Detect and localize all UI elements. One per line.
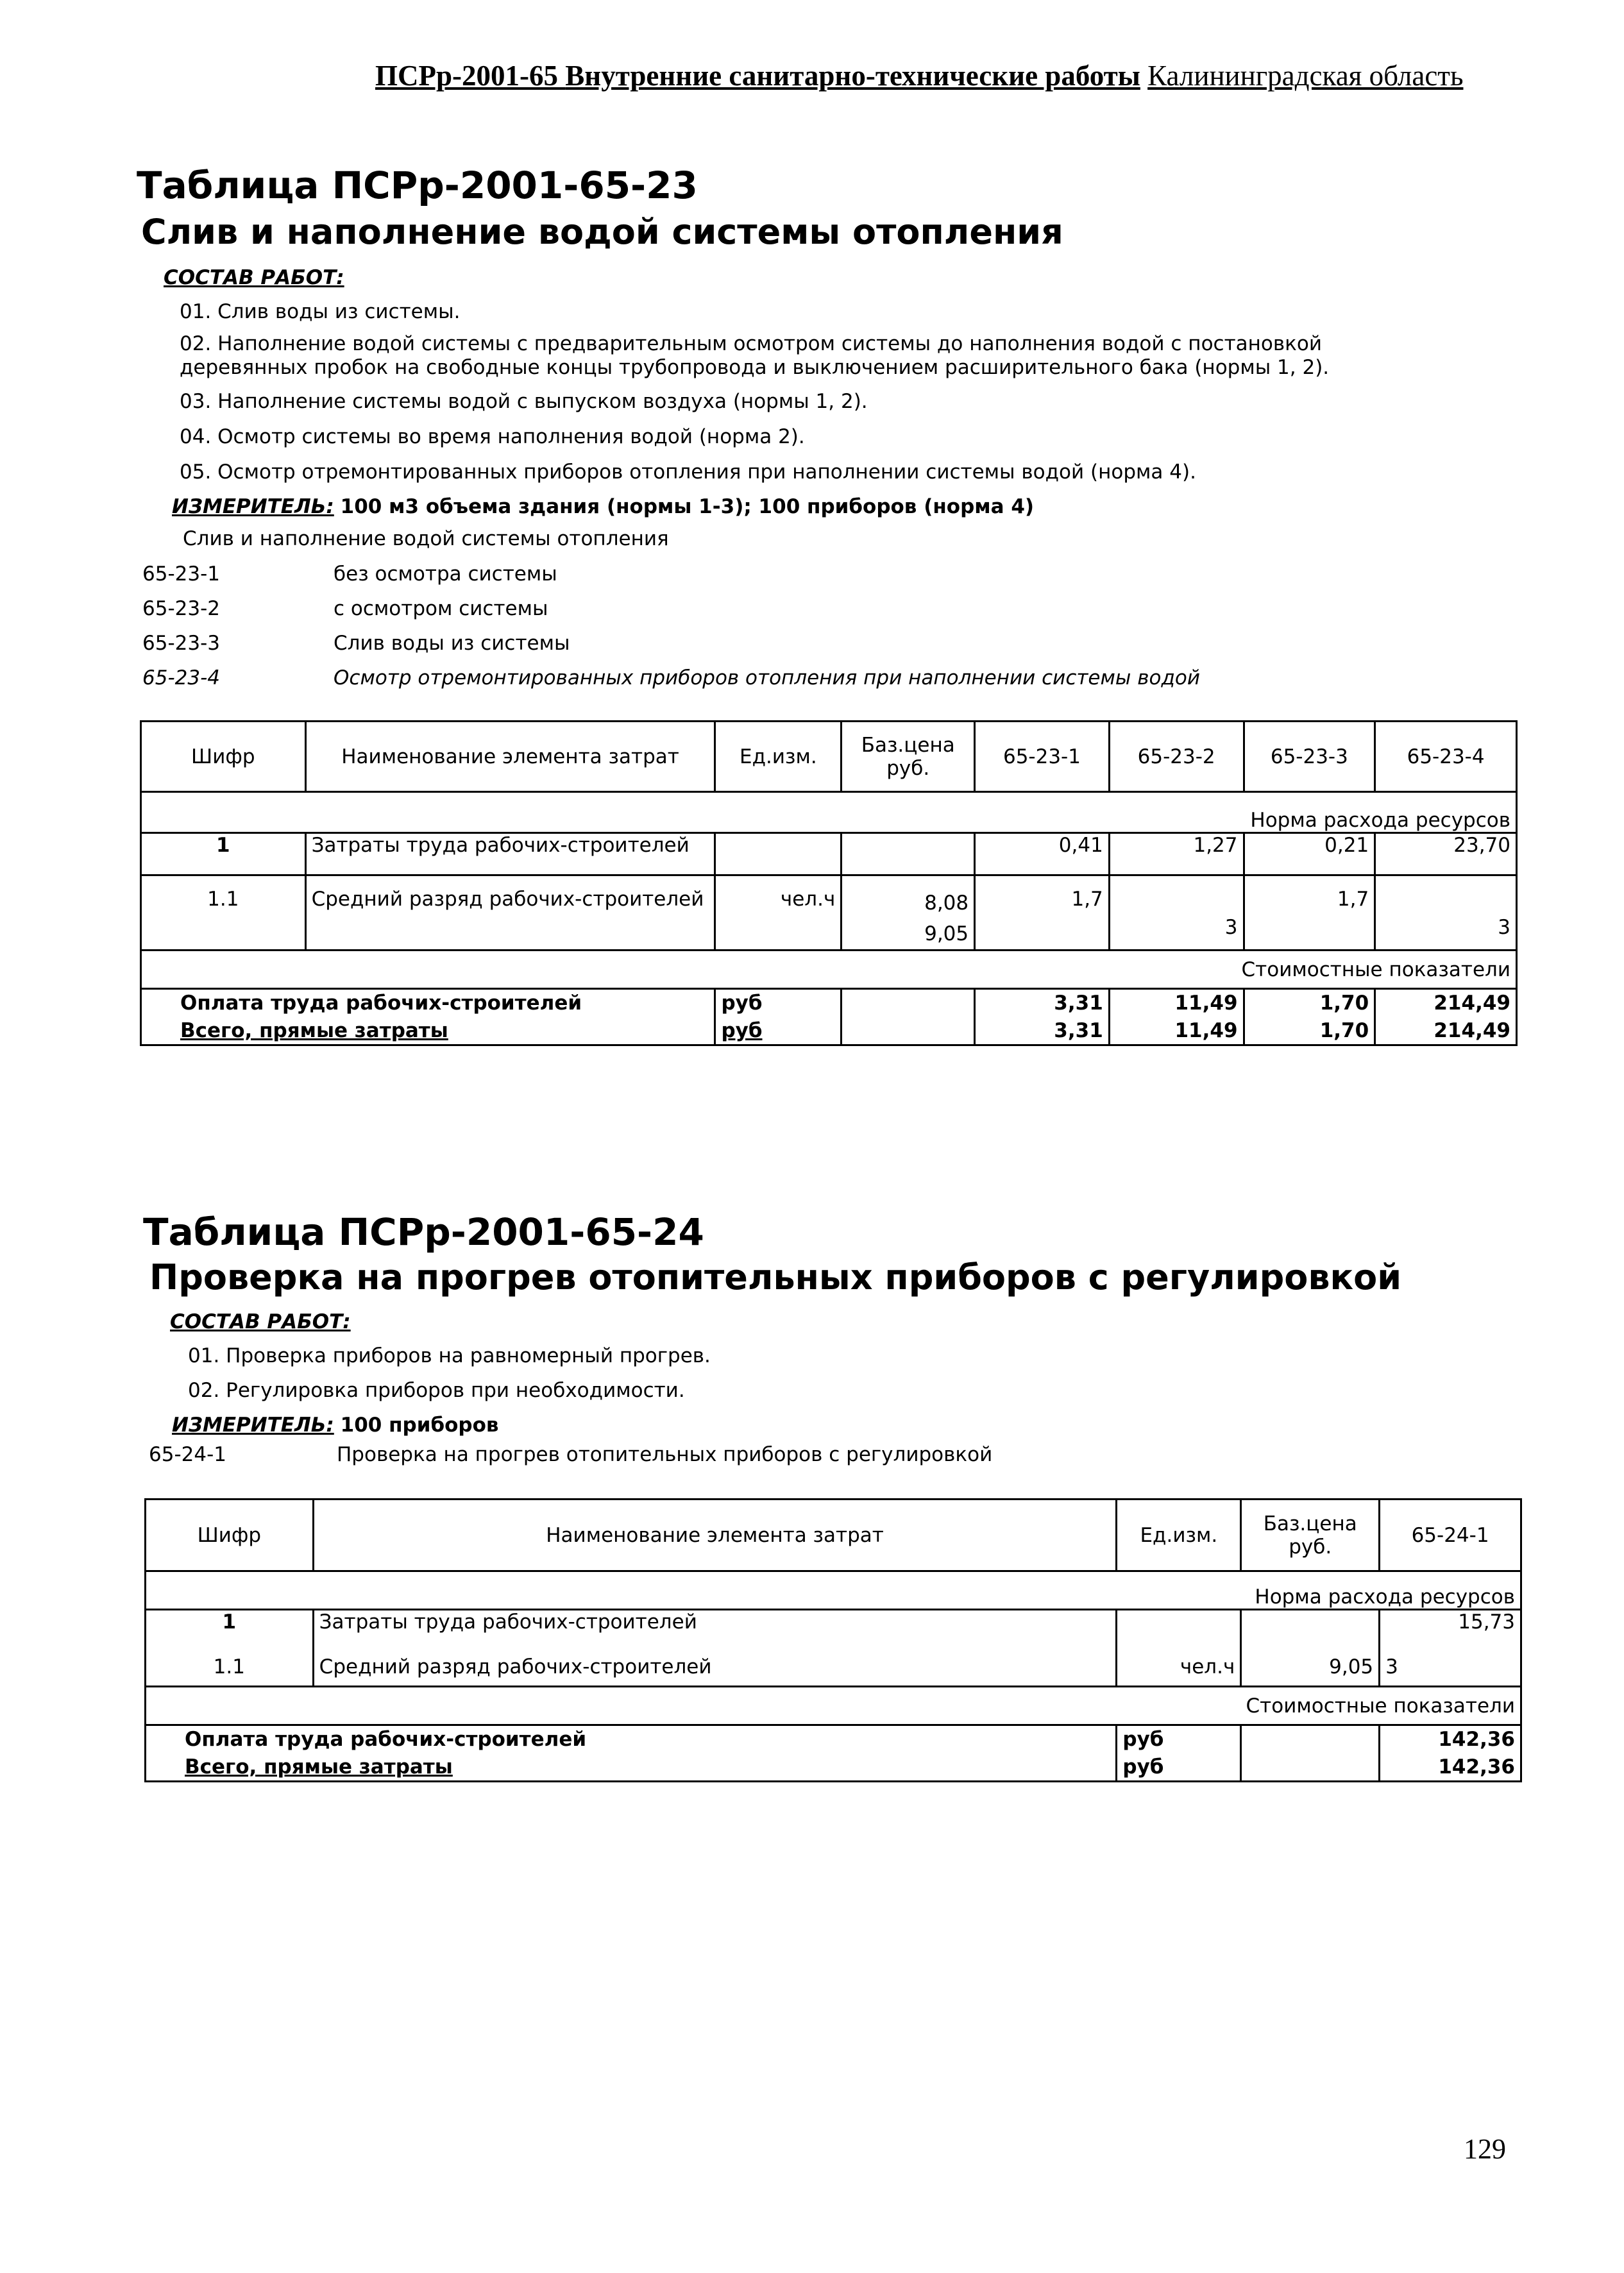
row-price xyxy=(842,833,975,875)
total-value: 142,36 xyxy=(1380,1725,1521,1753)
total-value: 1,70 xyxy=(1244,1017,1375,1045)
price-value: 8,08 xyxy=(924,891,969,915)
total-unit: руб xyxy=(1117,1725,1241,1753)
row-value: 3 xyxy=(1375,875,1517,951)
total-unit: руб xyxy=(715,1017,842,1045)
norm-code: 65-23-2 xyxy=(142,597,220,620)
row-code: 1 xyxy=(141,833,306,875)
table-row xyxy=(141,1017,1517,1045)
table23-measure xyxy=(172,495,1034,518)
table-header-row xyxy=(146,1500,1521,1571)
row-value: 0,41 xyxy=(975,833,1110,875)
table-row xyxy=(146,1610,1521,1648)
row-code: 1.1 xyxy=(141,875,306,951)
table23-work-2: 02. Наполнение водой системы с предварительным осмотром системы до наполнения водой с постановкой xyxy=(180,332,1322,355)
norm-code: 65-24-1 xyxy=(149,1443,226,1466)
table23-work-4: 04. Осмотр системы во время наполнения водой (норма 2). xyxy=(180,425,805,448)
price-value: 9,05 xyxy=(924,922,969,945)
table24-subtitle: Проверка на прогрев отопительных приборов с регулировкой xyxy=(149,1257,1402,1297)
table24-measure-value: 100 приборов xyxy=(340,1414,499,1437)
total-value: 11,49 xyxy=(1109,989,1244,1017)
col-header-code: Шифр xyxy=(146,1500,314,1571)
row-value: 1,7 xyxy=(975,875,1110,951)
row-unit: чел.ч xyxy=(1117,1648,1241,1687)
row-unit: чел.ч xyxy=(715,875,842,951)
header-region: Калининградская область xyxy=(1147,60,1464,92)
section-row xyxy=(141,792,1517,833)
total-unit: руб xyxy=(715,989,842,1017)
norm-name: с осмотром системы xyxy=(334,597,548,620)
col-header-code: Шифр xyxy=(141,722,306,792)
col-header-price: Баз.цена руб. xyxy=(842,722,975,792)
table23-work-5: 05. Осмотр отремонтированных приборов отопления при наполнении системы водой (норма 4). xyxy=(180,461,1196,484)
running-header xyxy=(375,59,1463,92)
row-value: 1,27 xyxy=(1109,833,1244,875)
table23-composition-label: СОСТАВ РАБОТ: xyxy=(164,266,344,289)
total-price xyxy=(842,989,975,1017)
norm-code: 65-23-3 xyxy=(142,632,220,655)
norm-header: Норма расхода ресурсов xyxy=(146,1571,1521,1610)
col-header-norm: 65-23-4 xyxy=(1375,722,1517,792)
norm-header: Норма расхода ресурсов xyxy=(141,792,1517,833)
table-row xyxy=(146,1753,1521,1782)
col-header-norm: 65-23-1 xyxy=(975,722,1110,792)
table-row xyxy=(146,1648,1521,1687)
table-row xyxy=(141,989,1517,1017)
col-header-name: Наименование элемента затрат xyxy=(305,722,715,792)
table-row xyxy=(141,875,1517,951)
total-unit: руб xyxy=(1117,1753,1241,1782)
norm-name: Осмотр отремонтированных приборов отопления при наполнении системы водой xyxy=(334,666,1200,689)
total-value: 11,49 xyxy=(1109,1017,1244,1045)
row-value: 15,73 xyxy=(1380,1610,1521,1648)
table-row xyxy=(146,1725,1521,1753)
total-value: 214,49 xyxy=(1375,1017,1517,1045)
table23-work-1: 01. Слив воды из системы. xyxy=(180,300,461,323)
table24-grid xyxy=(144,1498,1522,1782)
row-price xyxy=(1241,1610,1380,1648)
total-name: Оплата труда рабочих-строителей xyxy=(146,1725,1117,1753)
row-name: Средний разряд рабочих-строителей xyxy=(305,875,715,951)
col-header-norm: 65-24-1 xyxy=(1380,1500,1521,1571)
table23-title: Таблица ПСРр-2001-65-23 xyxy=(137,164,698,207)
table23-group-name: Слив и наполнение водой системы отопления xyxy=(183,527,669,550)
total-value: 3,31 xyxy=(975,1017,1110,1045)
total-name: Всего, прямые затраты xyxy=(146,1753,1117,1782)
row-unit xyxy=(715,833,842,875)
section-row xyxy=(141,951,1517,989)
table24-work-2: 02. Регулировка приборов при необходимости. xyxy=(188,1379,685,1402)
col-header-norm: 65-23-2 xyxy=(1109,722,1244,792)
norm-code: 65-23-1 xyxy=(142,562,220,586)
row-name: Затраты труда рабочих-строителей xyxy=(305,833,715,875)
norm-name: без осмотра системы xyxy=(334,562,557,586)
row-code: 1 xyxy=(146,1610,314,1648)
table23-subtitle: Слив и наполнение водой системы отопления xyxy=(141,212,1063,252)
row-code: 1.1 xyxy=(146,1648,314,1687)
row-value: 3 xyxy=(1109,875,1244,951)
table24-work-1: 01. Проверка приборов на равномерный прогрев. xyxy=(188,1344,711,1367)
norm-name: Слив воды из системы xyxy=(334,632,570,655)
row-name: Затраты труда рабочих-строителей xyxy=(313,1610,1117,1648)
header-section: Внутренние санитарно-технические работы xyxy=(565,60,1140,92)
header-code: ПСРр-2001-65 xyxy=(375,60,558,92)
section-row xyxy=(146,1687,1521,1725)
cost-header: Стоимостные показатели xyxy=(141,951,1517,989)
total-value: 1,70 xyxy=(1244,989,1375,1017)
table23-measure-value: 100 м3 объема здания (нормы 1-3); 100 приборов (норма 4) xyxy=(340,495,1035,518)
total-name: Оплата труда рабочих-строителей xyxy=(141,989,715,1017)
norm-name: Проверка на прогрев отопительных приборов с регулировкой xyxy=(337,1443,993,1466)
table23-work-2-cont: деревянных пробок на свободные концы трубопровода и выключением расширительного бака (нормы 1, 2). xyxy=(180,356,1330,379)
table-header-row xyxy=(141,722,1517,792)
row-unit xyxy=(1117,1610,1241,1648)
total-name: Всего, прямые затраты xyxy=(141,1017,715,1045)
table24-composition-label: СОСТАВ РАБОТ: xyxy=(170,1310,351,1333)
col-header-price: Баз.цена руб. xyxy=(1241,1500,1380,1571)
row-price xyxy=(842,875,975,951)
row-value: 23,70 xyxy=(1375,833,1517,875)
total-price xyxy=(1241,1725,1380,1753)
col-header-unit: Ед.изм. xyxy=(715,722,842,792)
table23-grid xyxy=(140,720,1518,1046)
total-value: 214,49 xyxy=(1375,989,1517,1017)
total-price xyxy=(1241,1753,1380,1782)
row-value: 1,7 xyxy=(1244,875,1375,951)
table24-measure-label: ИЗМЕРИТЕЛЬ: xyxy=(172,1414,334,1437)
row-value: 0,21 xyxy=(1244,833,1375,875)
row-name: Средний разряд рабочих-строителей xyxy=(313,1648,1117,1687)
page-number: 129 xyxy=(1464,2133,1506,2165)
total-price xyxy=(842,1017,975,1045)
norm-code: 65-23-4 xyxy=(142,666,220,689)
total-value: 142,36 xyxy=(1380,1753,1521,1782)
table24-measure xyxy=(172,1414,499,1437)
table23-measure-label: ИЗМЕРИТЕЛЬ: xyxy=(172,495,334,518)
total-value: 3,31 xyxy=(975,989,1110,1017)
section-row xyxy=(146,1571,1521,1610)
col-header-unit: Ед.изм. xyxy=(1117,1500,1241,1571)
table23-work-3: 03. Наполнение системы водой с выпуском воздуха (нормы 1, 2). xyxy=(180,390,868,413)
cost-header: Стоимостные показатели xyxy=(146,1687,1521,1725)
col-header-norm: 65-23-3 xyxy=(1244,722,1375,792)
row-price: 9,05 xyxy=(1241,1648,1380,1687)
col-header-name: Наименование элемента затрат xyxy=(313,1500,1117,1571)
row-value: 3 xyxy=(1380,1648,1521,1687)
table24-title: Таблица ПСРр-2001-65-24 xyxy=(143,1210,704,1254)
table-row xyxy=(141,833,1517,875)
